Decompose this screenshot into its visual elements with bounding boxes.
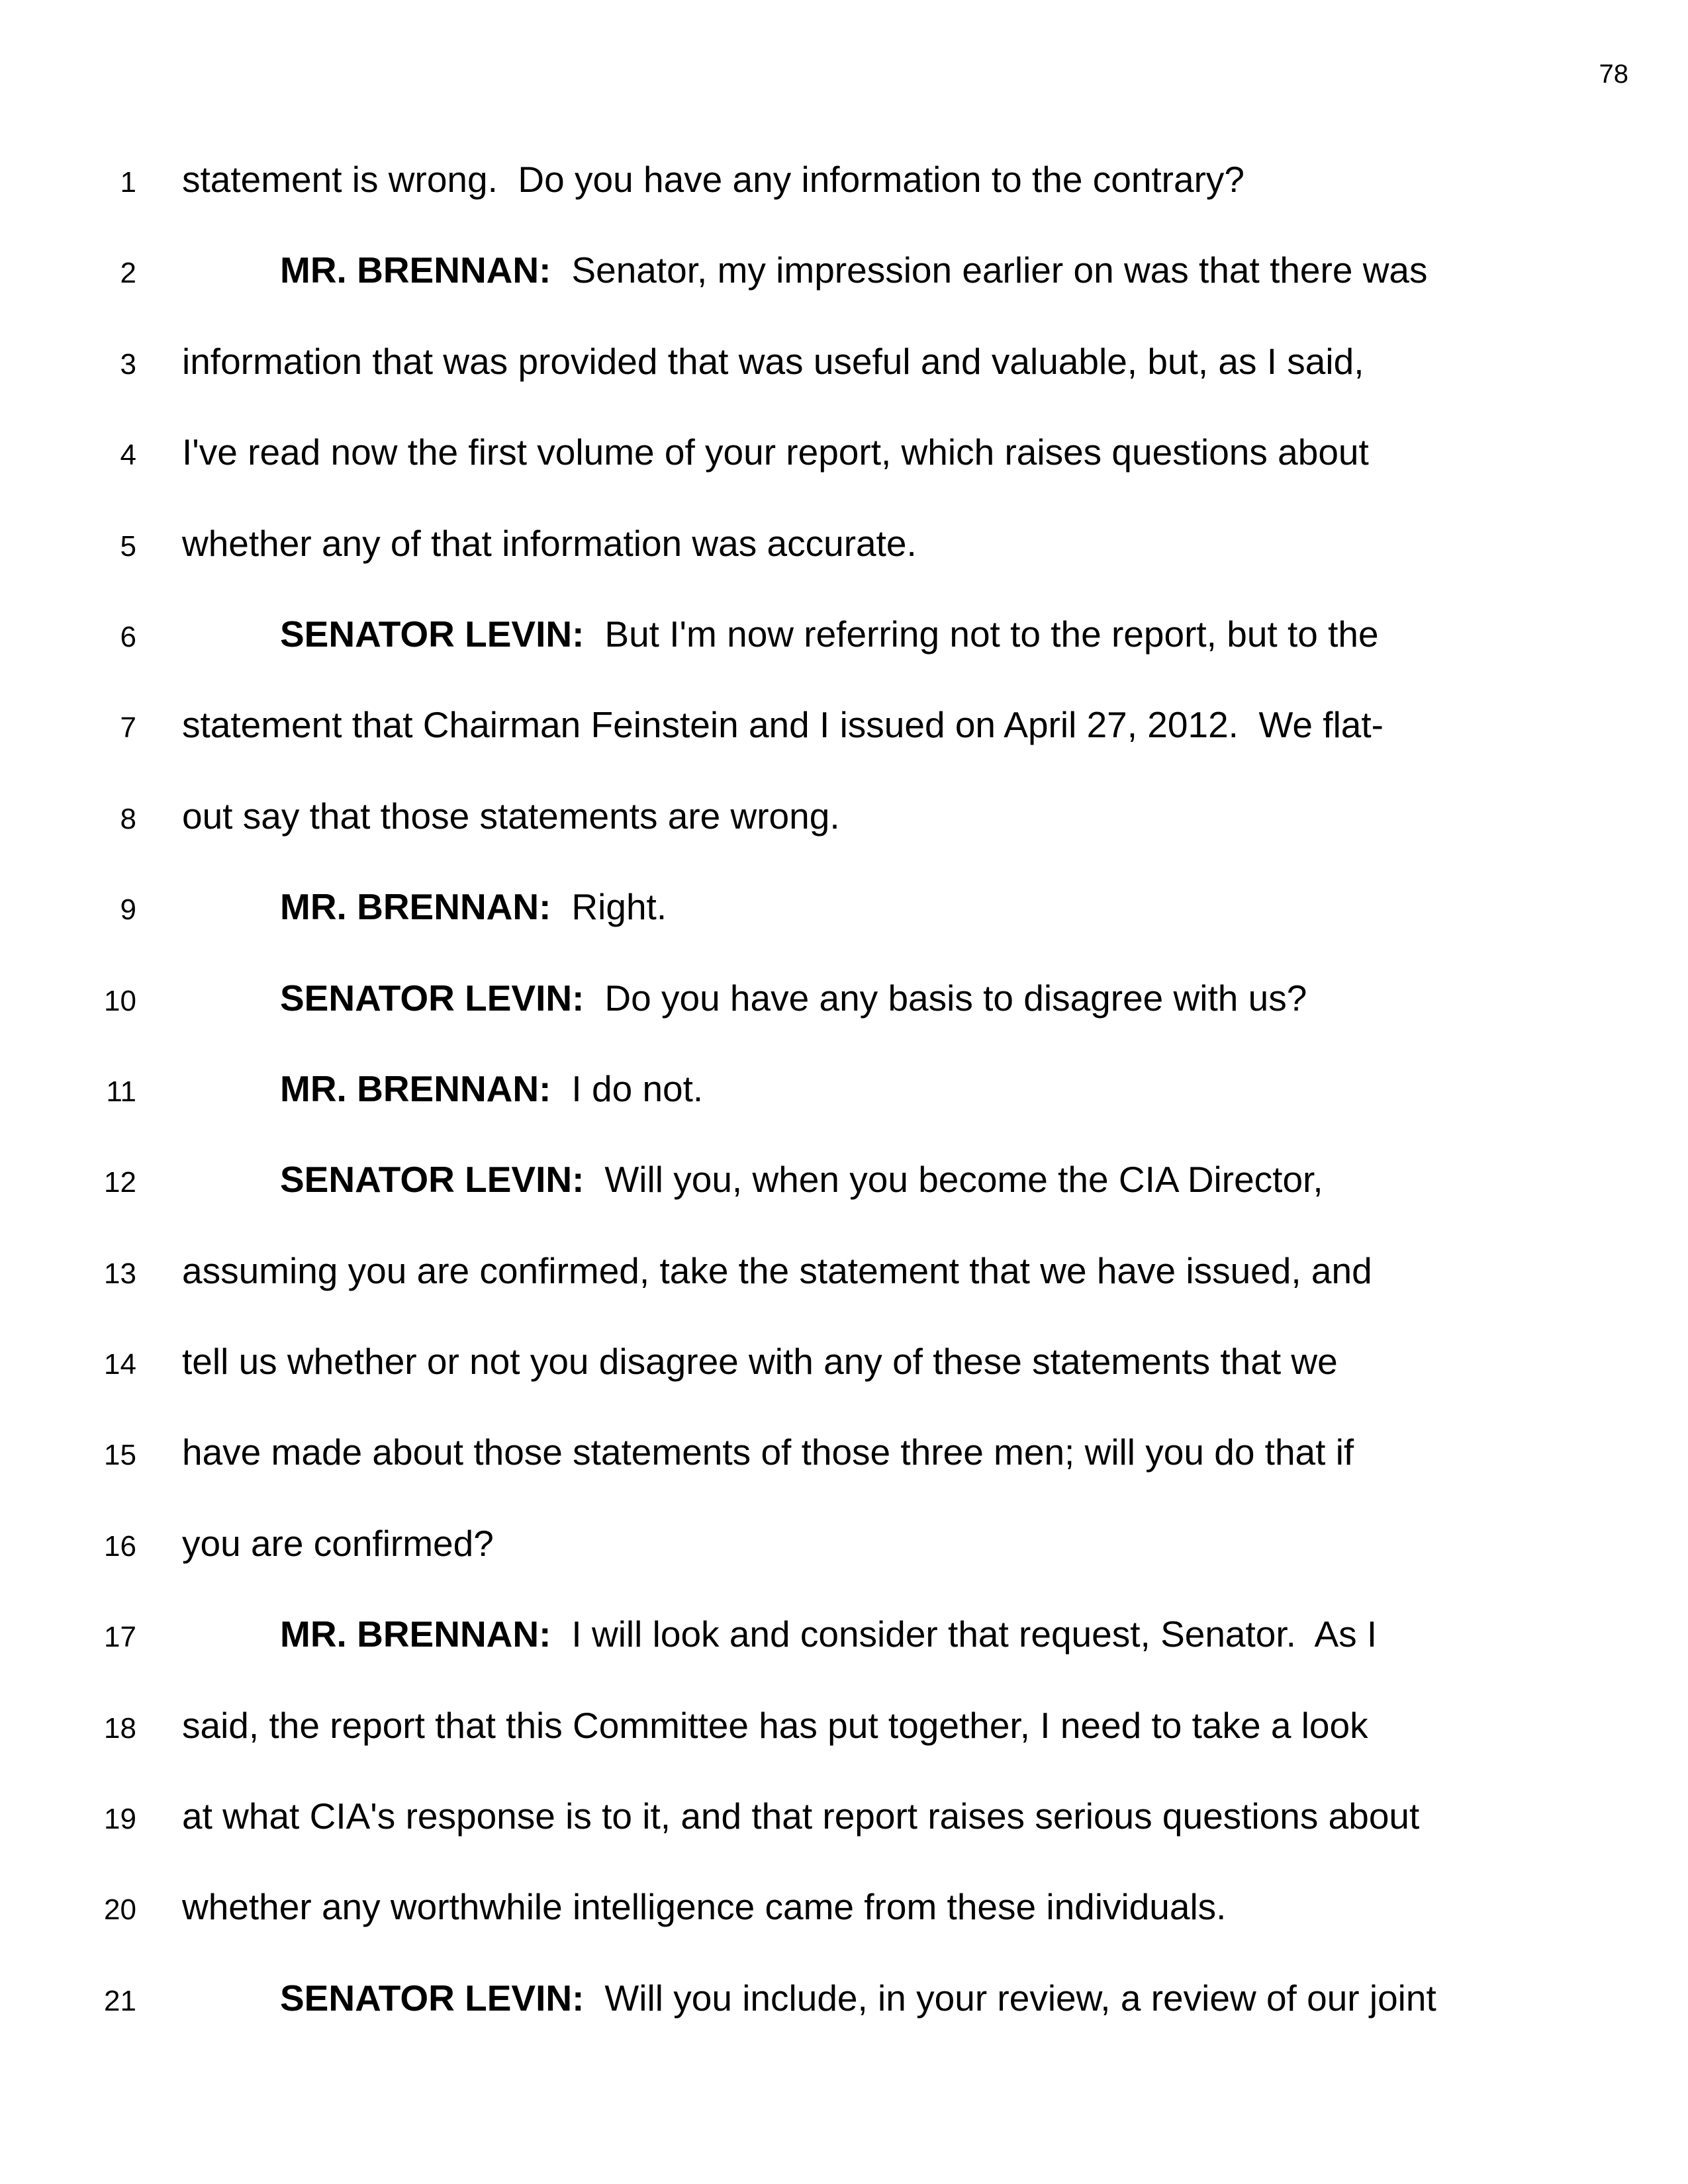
transcript-line xyxy=(0,1796,1688,1886)
line-content xyxy=(182,1341,1338,1383)
line-number: 4 xyxy=(120,439,136,472)
speaker-name: SENATOR LEVIN: xyxy=(280,977,585,1019)
line-number: 18 xyxy=(104,1711,136,1745)
transcript-line xyxy=(0,978,1688,1068)
line-text: whether any of that information was accurate. xyxy=(182,522,917,564)
line-number: 17 xyxy=(104,1621,136,1654)
line-content xyxy=(182,1523,494,1565)
line-text: out say that those statements are wrong. xyxy=(182,795,840,837)
transcript-line xyxy=(0,886,1688,977)
transcript-line xyxy=(0,1341,1688,1432)
speaker-name: MR. BRENNAN: xyxy=(280,1068,551,1109)
line-text: I will look and consider that request, Senator. As I xyxy=(571,1614,1378,1655)
line-content xyxy=(280,1978,1436,2019)
speaker-name: SENATOR LEVIN: xyxy=(280,1977,585,2019)
line-text: Will you, when you become the CIA Director, xyxy=(604,1159,1323,1201)
transcript-line xyxy=(0,1250,1688,1341)
transcript-line xyxy=(0,1705,1688,1796)
line-text: statement that Chairman Feinstein and I issued on April 27, 2012. We flat- xyxy=(182,704,1383,746)
transcript-line xyxy=(0,1886,1688,1977)
line-number: 5 xyxy=(120,529,136,563)
line-text: I've read now the first volume of your report, which raises questions about xyxy=(182,432,1369,473)
transcript-line xyxy=(0,341,1688,432)
transcript-line xyxy=(0,159,1688,250)
line-text: at what CIA's response is to it, and that report raises serious questions about xyxy=(182,1796,1420,1837)
line-content xyxy=(280,978,1307,1019)
transcript-line xyxy=(0,432,1688,522)
line-content xyxy=(182,341,1364,383)
line-number: 12 xyxy=(104,1166,136,1199)
line-number: 14 xyxy=(104,1348,136,1381)
line-content xyxy=(182,1432,1354,1473)
line-content xyxy=(182,1705,1368,1747)
line-number: 10 xyxy=(104,984,136,1017)
transcript-line xyxy=(0,1523,1688,1614)
line-content xyxy=(280,614,1379,655)
line-content xyxy=(280,886,667,928)
transcript-line xyxy=(0,1978,1688,2068)
transcript-line xyxy=(0,614,1688,704)
transcript-line xyxy=(0,1614,1688,1704)
line-text: you are confirmed? xyxy=(182,1522,494,1564)
line-text: Will you include, in your review, a review of our joint xyxy=(604,1977,1436,2019)
transcript-line xyxy=(0,1068,1688,1159)
line-number: 2 xyxy=(120,257,136,290)
line-content xyxy=(182,159,1244,201)
line-content xyxy=(182,1886,1226,1928)
line-number: 11 xyxy=(106,1075,136,1108)
speaker-name: MR. BRENNAN: xyxy=(280,1614,551,1655)
speaker-name: SENATOR LEVIN: xyxy=(280,1159,585,1201)
line-text: Do you have any basis to disagree with us? xyxy=(604,977,1307,1019)
line-content xyxy=(182,796,840,837)
line-text: Senator, my impression earlier on was that there was xyxy=(571,250,1428,291)
line-number: 13 xyxy=(104,1257,136,1290)
transcript-line xyxy=(0,1432,1688,1522)
line-content xyxy=(280,1614,1377,1655)
line-number: 21 xyxy=(104,1984,136,2017)
line-number: 19 xyxy=(104,1803,136,1836)
transcript-line xyxy=(0,1159,1688,1250)
line-number: 7 xyxy=(120,711,136,745)
line-number: 20 xyxy=(104,1893,136,1927)
transcript-body xyxy=(0,159,1688,2068)
line-content xyxy=(182,1250,1372,1292)
line-text: said, the report that this Committee has put together, I need to take a look xyxy=(182,1704,1368,1746)
speaker-name: MR. BRENNAN: xyxy=(280,250,551,291)
line-text: whether any worthwhile intelligence came from these individuals. xyxy=(182,1886,1227,1928)
line-content xyxy=(182,432,1369,473)
line-number: 9 xyxy=(120,893,136,927)
line-text: Right. xyxy=(571,886,667,928)
transcript-line xyxy=(0,796,1688,886)
line-text: information that was provided that was useful and valuable, but, as I said, xyxy=(182,340,1364,382)
line-number: 15 xyxy=(104,1439,136,1472)
line-text: I do not. xyxy=(571,1068,704,1109)
line-content xyxy=(280,1159,1323,1201)
line-number: 3 xyxy=(120,347,136,381)
page-number: 78 xyxy=(1599,60,1628,89)
line-content xyxy=(182,704,1383,746)
line-text: tell us whether or not you disagree with any of these statements that we xyxy=(182,1341,1338,1383)
transcript-line xyxy=(0,523,1688,614)
line-number: 6 xyxy=(120,620,136,653)
line-number: 8 xyxy=(120,802,136,835)
line-number: 1 xyxy=(120,166,136,199)
line-content xyxy=(182,523,917,565)
line-content xyxy=(182,1796,1419,1837)
line-text: assuming you are confirmed, take the statement that we have issued, and xyxy=(182,1250,1372,1291)
speaker-name: MR. BRENNAN: xyxy=(280,886,551,928)
line-text: But I'm now referring not to the report, but to the xyxy=(604,613,1379,655)
line-text: statement is wrong. Do you have any information to the contrary? xyxy=(182,159,1244,200)
speaker-name: SENATOR LEVIN: xyxy=(280,613,585,655)
line-text: have made about those statements of those three men; will you do that if xyxy=(182,1432,1354,1473)
line-content xyxy=(280,250,1428,291)
line-number: 16 xyxy=(104,1529,136,1563)
transcript-line xyxy=(0,704,1688,795)
line-content xyxy=(280,1068,703,1110)
transcript-line xyxy=(0,250,1688,340)
